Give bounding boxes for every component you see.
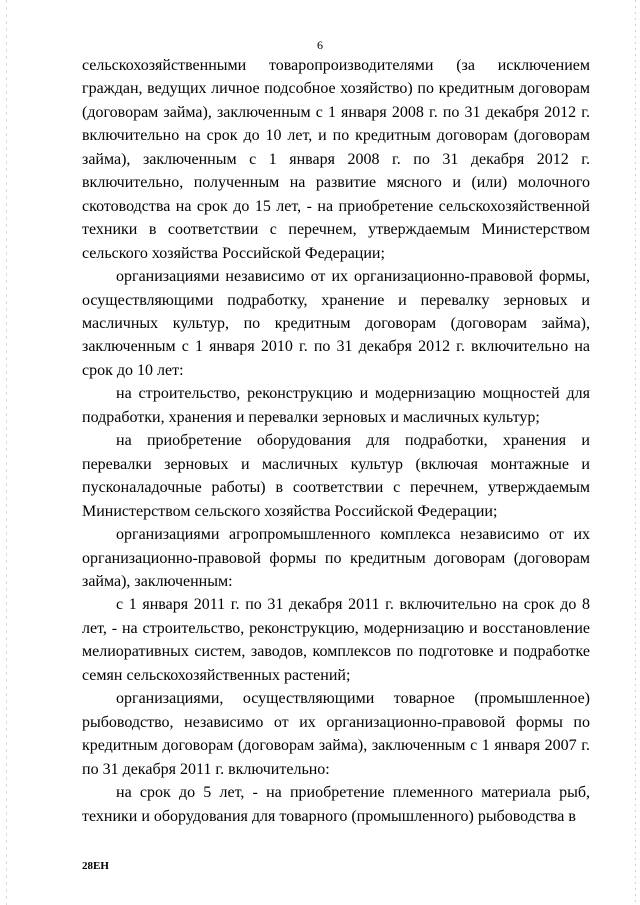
body-text xyxy=(82,54,590,828)
paragraph: на срок до 5 лет, - на приобретение племенного материала рыб, техники и оборудования для товарного (промышленного) рыбоводства в xyxy=(82,784,590,825)
paragraph: с 1 января 2011 г. по 31 декабря 2011 г. включительно на срок до 8 лет, - на строительство, реконструкцию, модернизацию и восстановление мелиоративных систем, заводов, комплексов по подготовке и подработке семян сельскохозяйственных растений; xyxy=(82,596,590,684)
scan-edge-right xyxy=(635,0,636,905)
scan-edge-left xyxy=(6,0,7,905)
page-number: 6 xyxy=(317,38,323,52)
footer-code: 28EH xyxy=(82,860,109,872)
paragraph-continuation: сельскохозяйственными товаропроизводителями (за исключением граждан, ведущих личное подсобное хозяйство) по кредитным договорам (договорам займа), заключенным с 1 января 2008 г. по 31 декабря 2012 г. включительно на срок до 10 лет, и по кредитным договорам (договорам займа), заключенным с 1 января 2008 г. по 31 декабря 2012 г. включительно, полученным на развитие мясного и (или) молочного скотоводства на срок до 15 лет, - на приобретение сельскохозяйственной техники в соответствии с перечнем, утверждаемым Министерством сельского хозяйства Российской Федерации; xyxy=(82,57,590,262)
paragraph: организациями агропромышленного комплекса независимо от их организационно-правовой формы по кредитным договорам (договорам займа), заключенным: xyxy=(82,526,590,590)
paragraph: на приобретение оборудования для подработки, хранения и перевалки зерновых и масличных культур (включая монтажные и пусконаладочные работы) в соответствии с перечнем, утверждаемым Министерством сельского хозяйства Российской Федерации; xyxy=(82,432,590,520)
paragraph: организациями, осуществляющими товарное (промышленное) рыбоводство, независимо от их организационно-правовой формы по кредитным договорам (договорам займа), заключенным с 1 января 2007 г. по 31 декабря 2011 г. включительно: xyxy=(82,690,590,778)
paragraph: организациями независимо от их организационно-правовой формы, осуществляющими подработку, хранение и перевалку зерновых и масличных культур, по кредитным договорам (договорам займа), заключенным с 1 января 2010 г. по 31 декабря 2012 г. включительно на срок до 10 лет: xyxy=(82,268,590,379)
paragraph: на строительство, реконструкцию и модернизацию мощностей для подработки, хранения и перевалки зерновых и масличных культур; xyxy=(82,385,590,426)
